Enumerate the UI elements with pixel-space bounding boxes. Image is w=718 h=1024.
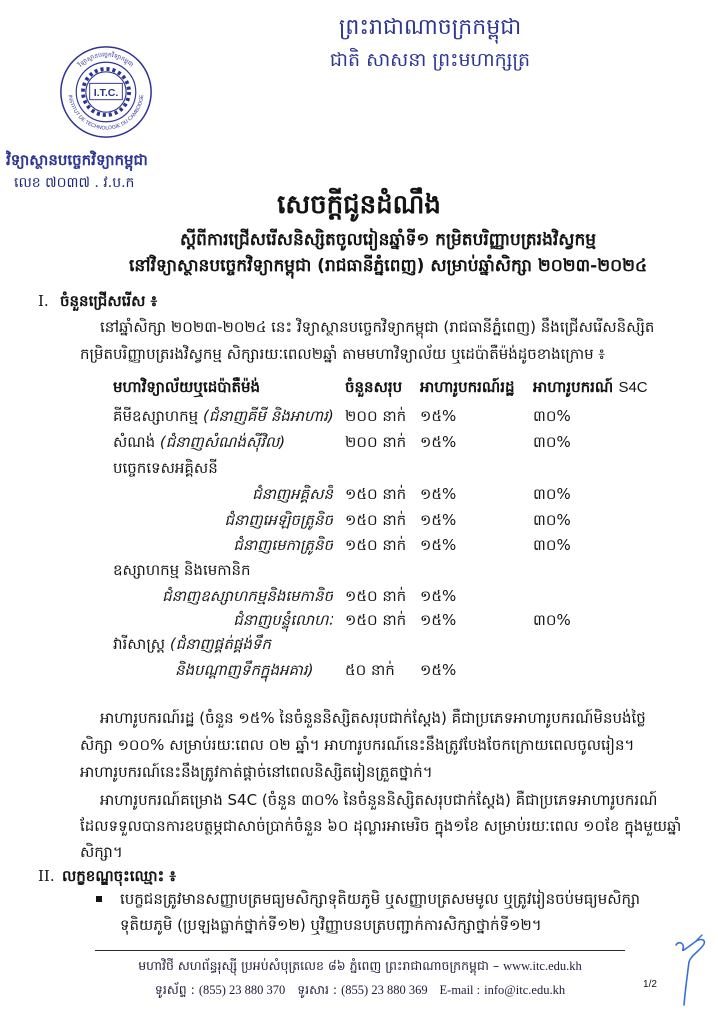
subtitle-line-1: ស្តីពីការជ្រើសរើសនិស្សិតចូលរៀនឆ្នាំទី១ កម្រិតបរិញ្ញាបត្ររងវិស្វកម្ម: [179, 230, 597, 250]
section-2-title: លក្ខខណ្ឌចុះឈ្មោះ ៖: [62, 867, 176, 885]
footer-address: មហាវិថី សហព័ន្ធរុស្ស៊ី ប្រអប់សំបុត្រលេខ ៨៦ ភ្នំពេញ ព្រះរាជាណាចក្រកម្ពុជា –: [138, 958, 500, 973]
department-group-label: ឧស្សាហកម្ម និងមេកានិក: [113, 561, 251, 579]
column-header-department: មហាវិទ្យាល័យឬដេប៉ាតឺម៉ង់: [113, 378, 261, 396]
table-row: [0, 632, 718, 656]
state-scholarship-cell: ១៥%: [420, 407, 457, 425]
state-scholarship-note-line-3: អាហារូបករណ៍នេះនឹងត្រូវកាត់ផ្តាច់នៅពេលនិស្សិតរៀនត្រួតថ្នាក់។: [80, 763, 433, 781]
page-title: សេចក្តីជូនដំណឹង: [277, 190, 441, 220]
department-detail-continued: និងបណ្តាញទឹកក្នុងអគារ): [175, 661, 314, 679]
footer-website: www.itc.edu.kh: [503, 959, 582, 973]
program-label: ជំនាញអេឡិចត្រូនិច: [224, 511, 333, 529]
logo-initials: I.T.C.: [93, 86, 119, 99]
table-group-row: [0, 558, 718, 582]
total-cell: ១៥០ នាក់: [345, 511, 407, 529]
total-cell: ១៥០ នាក់: [345, 611, 407, 629]
table-row: [0, 508, 718, 532]
logo-ring-text-top-wrap: [76, 51, 135, 69]
s4c-scholarship-cell: ៣០%: [533, 511, 571, 529]
footer-phone-label: ទូរស័ព្ទ :: [154, 982, 195, 997]
total-cell: ៥០ នាក់: [345, 661, 395, 679]
s4c-scholarship-cell: ៣០%: [533, 433, 571, 451]
section-2-number: II.: [38, 867, 55, 885]
bullet-marker: [96, 896, 102, 902]
department-cell: [113, 632, 335, 656]
table-header-row: [0, 375, 718, 399]
subtitle-line-2: នៅវិទ្យាស្ថានបច្ចេកវិទ្យាកម្ពុជា (រាជធានីភ្នំពេញ) សម្រាប់ឆ្នាំសិក្សា ២០២៣-២០២៤: [128, 256, 648, 276]
table-row: [0, 430, 718, 454]
s4c-scholarship-note-line-3: សិក្សា។: [80, 843, 123, 861]
total-cell: ១៥០ នាក់: [345, 485, 407, 503]
table-row-continuation: [0, 658, 718, 682]
national-motto: ជាតិ សាសនា ព្រះមហាក្សត្រ: [329, 49, 531, 71]
requirement-line-2: ទុតិយភូមិ (ប្រឡងធ្លាក់ថ្នាក់ទី១២) ឬវិញ្ញាបនបត្របញ្ជាក់ការសិក្សាថ្នាក់ទី១២។: [120, 916, 542, 934]
requirement-line-1: បេក្ខជនត្រូវមានសញ្ញាបត្រមធ្យមសិក្សាទុតិយភូមិ ឬសញ្ញាបត្រសមមូល ឬត្រូវរៀនចប់មធ្យមសិក្សា: [120, 890, 641, 908]
institute-name: វិទ្យាស្ថានបច្ចេកវិទ្យាកម្ពុជា: [6, 151, 148, 169]
footer-address-line: [60, 956, 660, 976]
s4c-header-code: S4C: [618, 379, 648, 396]
footer-email: info@itc.edu.kh: [484, 983, 566, 997]
table-row: [0, 584, 718, 608]
footer-divider: [95, 950, 625, 951]
table-row: [0, 482, 718, 506]
total-cell: ១៥០ នាក់: [345, 536, 407, 554]
page-number: 1/2: [643, 979, 657, 990]
total-cell: ១៥០ នាក់: [345, 587, 407, 605]
state-scholarship-cell: ១៥%: [420, 511, 457, 529]
logo-ring-text-bottom: INSTITUT DE TECHNOLOGIE DU CAMBODGE: [66, 94, 146, 132]
column-header-s4c-scholarship: [533, 375, 658, 399]
handwritten-initials: [660, 925, 718, 1015]
s4c-scholarship-note-line-1: អាហារូបករណ៍គម្រោង S4C (ចំនួន ៣០% នៃចំនួននិស្សិតសរុបជាក់ស្តែង) គឺជាប្រភេទអាហារូបករណ៍: [100, 791, 658, 809]
state-scholarship-cell: ១៥%: [420, 587, 457, 605]
s4c-scholarship-note-line-2: ដែលទទួលបានការឧបត្ថម្ភជាសាច់ប្រាក់ចំនួន ៦០ ដុល្លារអាមេរិច ក្នុង១ខែ សម្រាប់រយៈពេល ១០ខែ ក្នុងមួយឆ្នាំ: [80, 817, 682, 835]
reference-number: លេខ ៧០៣៧ . វ.ប.ក: [14, 175, 135, 191]
state-scholarship-cell: ១៥%: [420, 433, 457, 451]
department-label: សំណង់: [113, 433, 156, 451]
logo-ring-text-top: វិទ្យាស្ថានបច្ចេកវិទ្យាកម្ពុជា: [77, 51, 135, 69]
kingdom-heading: ព្រះរាជាណាចក្រកម្ពុជា: [338, 15, 522, 40]
table-row: [0, 404, 718, 428]
s4c-scholarship-cell: ៣០%: [533, 611, 571, 629]
department-label: វារីសាស្ត្រ: [113, 635, 166, 653]
department-detail: (ជំនាញសំណង់ស៊ីវិល): [159, 433, 286, 451]
department-cell: [113, 430, 335, 454]
state-scholarship-cell: ១៥%: [420, 485, 457, 503]
program-label: ជំនាញមេកាត្រូនិច: [233, 536, 333, 554]
state-scholarship-cell: ១៥%: [420, 661, 457, 679]
footer-fax-label: ទូរសារ :: [297, 982, 338, 997]
footer-fax: (855) 23 880 369: [341, 983, 428, 997]
state-scholarship-cell: ១៥%: [420, 611, 457, 629]
itc-logo: [58, 44, 154, 140]
state-scholarship-note-line-2: សិក្សា ១០០% សម្រាប់រយៈពេល ០២ ឆ្នាំ។ អាហារូបករណ៍នេះនឹងត្រូវបែងចែកក្រោយពេលចូលរៀន។: [80, 736, 635, 754]
state-scholarship-cell: ១៥%: [420, 536, 457, 554]
program-label: ជំនាញអគ្គិសនី: [252, 485, 333, 503]
table-row: [0, 608, 718, 632]
state-scholarship-note-line-1: អាហារូបករណ៍រដ្ឋ (ចំនួន ១៥% នៃចំនួននិស្សិតសរុបជាក់ស្តែង) គឺជាប្រភេទអាហារូបករណ៍មិនបង់ថ្លៃ: [100, 709, 646, 727]
department-detail: (ជំនាញគីមី និងអាហារ): [202, 407, 334, 425]
program-label: ជំនាញឧស្សាហកម្មនិងមេកានិច: [162, 587, 333, 605]
section-1-intro-line-1: នៅឆ្នាំសិក្សា ២០២៣-២០២៤ នេះ វិទ្យាស្ថានបច្ចេកវិទ្យាកម្ពុជា (រាជធានីភ្នំពេញ) នឹងជ្រើសរើសនិស្សិត: [100, 318, 655, 336]
program-label: ជំនាញបន្ទុំលោហៈ: [233, 611, 333, 629]
s4c-scholarship-cell: ៣០%: [533, 485, 571, 503]
section-1-intro-line-2: កម្រិតបរិញ្ញាបត្ររងវិស្វកម្ម សិក្សារយៈពេល២ឆ្នាំ តាមមហាវិទ្យាល័យ ឬដេប៉ាតឺម៉ង់ដូចខាងក្រោម ៖: [80, 345, 605, 363]
footer-contact-line: [60, 980, 660, 1000]
s4c-scholarship-cell: ៣០%: [533, 407, 571, 425]
column-header-state-scholarship: អាហារូបករណ៍រដ្ឋ: [420, 378, 515, 396]
section-1-title: ចំនួនជ្រើសរើស ៖: [60, 292, 158, 310]
total-cell: ២០០ នាក់: [345, 433, 407, 451]
s4c-header-label: អាហារូបករណ៍: [533, 378, 614, 396]
department-cell: [113, 404, 335, 428]
s4c-scholarship-cell: ៣០%: [533, 536, 571, 554]
table-row: [0, 533, 718, 557]
footer-phone: (855) 23 880 370: [198, 983, 286, 997]
department-label: គីមីឧស្សាហកម្ម: [113, 407, 199, 425]
department-detail: (ជំនាញផ្គត់ផ្គង់ទឹក: [169, 635, 271, 653]
table-group-row: [0, 456, 718, 480]
footer-email-label: E-mail :: [439, 983, 481, 997]
column-header-total: ចំនួនសរុប: [345, 378, 403, 396]
signature-stroke: [676, 940, 704, 1005]
total-cell: ២០០ នាក់: [345, 407, 407, 425]
department-group-label: បច្ចេកទេសអគ្គិសនី: [113, 459, 218, 477]
section-1-number: I.: [38, 292, 49, 310]
